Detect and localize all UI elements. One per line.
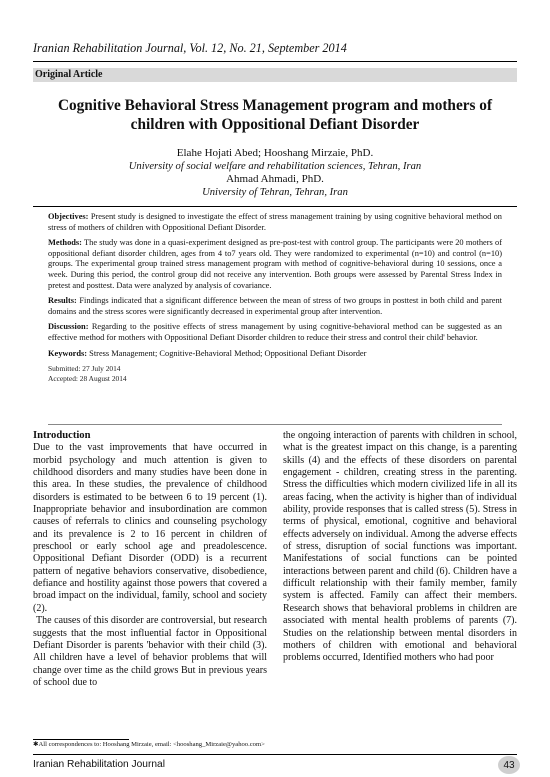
section-label: Original Article (35, 69, 103, 80)
results-text: Findings indicated that a significant difference between the mean of stress of two groups in posttest in both child and parent domains and the stress scores were significantly decreased in experimental group after intervention. (48, 296, 502, 316)
keywords-label: Keywords: (48, 348, 88, 358)
methods-label: Methods: (48, 238, 82, 248)
footer-journal-name: Iranian Rehabilitation Journal (33, 759, 165, 770)
dates-divider (48, 424, 502, 425)
submission-dates (48, 364, 502, 383)
author-block (33, 147, 517, 199)
section-band (33, 68, 517, 82)
affiliation-primary: University of social welfare and rehabilitation sciences, Tehran, Iran (128, 161, 422, 172)
footer-divider (33, 754, 517, 755)
discussion-text: Regarding to the positive effects of stress management by using cognitive-behavioral method can be suggested as an effective method for mothers with Oppositional Defiant Disorder children to reduce their stress and control their child' behavior. (48, 322, 502, 342)
results-label: Results: (48, 296, 77, 306)
affiliation-secondary: University of Tehran, Tehran, Iran (202, 187, 348, 198)
footnote-divider (33, 739, 129, 740)
abstract (48, 212, 502, 383)
body-paragraph: The causes of this disorder are controversial, but research suggests that the most influential factor in Oppositional Defiant Disorder is parents 'behavior with their child (3). All children have a level of behavior problems that will change over time as the child grows But in previous years of school due to (33, 615, 267, 688)
submitted-date: Submitted: 27 July 2014 (48, 364, 121, 374)
body-paragraph: Due to the vast improvements that have occurred in morbid psychology and much attention is given to childhood disorders and many studies have been done in this area. In these studies, the prevalence of childhood disorders is estimated to be between 6 to 19 percent (1). Inappropriate behavior and insubordination are common causes of referrals to clinics and counseling psychology and its prevalence is 2 to 16 percent in children of preschool or early school age and preadolescence. Oppositional Defiant Disorder (ODD) is a recurrent pattern of negative behaviors conservative, disobedience, defiance and hostility against those powers that covered a broad impact on the individual, family, school and society (2). (33, 442, 267, 614)
keywords (48, 349, 502, 360)
article-title: Cognitive Behavioral Stress Management program and mothers of children with Oppositional Defiant Disorder (57, 97, 493, 133)
body-column-left (33, 430, 267, 689)
objectives-label: Objectives: (48, 212, 89, 221)
abstract-divider (33, 206, 517, 207)
keywords-text: Stress Management; Cognitive-Behavioral Method; Oppositional Defiant Disorder (87, 348, 367, 358)
journal-citation: Iranian Rehabilitation Journal, Vol. 12, No. 21, September 2014 (33, 41, 347, 55)
authors-primary: Elahe Hojati Abed; Hooshang Mirzaie, PhD. (176, 147, 374, 159)
body-column-right (283, 430, 517, 665)
correspondence-footnote: ✱All correspondences to: Hooshang Mirzaie, email: <hooshang_Mirzaie@yahoo.com> (33, 741, 265, 748)
body-paragraph: the ongoing interaction of parents with children in school, what is the greatest impact on this change, is a parenting skills (4) and the effects of these disorders on parental engagement - children, creating stress in the parenting. Stress the difficulties which modern civilized life in all its areas facing, when the activity is higher than of individual ability, provide responses that is called stress (5). Stress in terms of physical, emotional, cognitive and behavioral effects adversely on individual. Among the adverse effects of stress, disruption of social functions was important. Manifestations of social functions can be pointed interactions between parent and child (6). Children have a difficult relationship with their family member, family system is affected. Family can affect their members. Research shows that behavioral problems in children are associated with mental health problems of parents (7). Studies on the relationship between mental disorders in mothers of children with emotional and behavioral problems occurred, Identified mothers who had poor (283, 430, 517, 664)
introduction-heading: Introduction (33, 430, 91, 441)
discussion-label: Discussion: (48, 322, 89, 332)
abstract-objectives (48, 212, 502, 233)
methods-text: The study was done in a quasi-experiment designed as pre-post-test with control group. The participants were 20 mothers of oppositional defiant disorder children, ages from 4 to7 years old. They were randomized to experimental (n=10) and control (n=10) groups. The experimental group trained stress management program with method of cognitive-behavioral during 10 sessions, once a week. During this period, the control group did not receive any intervention. Both groups were assessed by Parental Stress Index in pretest and posttest. Data were analyzed by analysis of covariance. (48, 238, 502, 290)
header-divider (33, 61, 517, 62)
abstract-methods (48, 238, 502, 291)
abstract-results (48, 296, 502, 317)
abstract-discussion (48, 322, 502, 343)
objectives-text: Present study is designed to investigate the effect of stress management training by using cognitive behavioral method on stress of mothers of children with Oppositional Defiant Disorder. (48, 212, 502, 232)
page-number: 43 (498, 756, 520, 774)
accepted-date: Accepted: 28 August 2014 (48, 373, 127, 383)
authors-secondary: Ahmad Ahmadi, PhD. (226, 173, 324, 185)
